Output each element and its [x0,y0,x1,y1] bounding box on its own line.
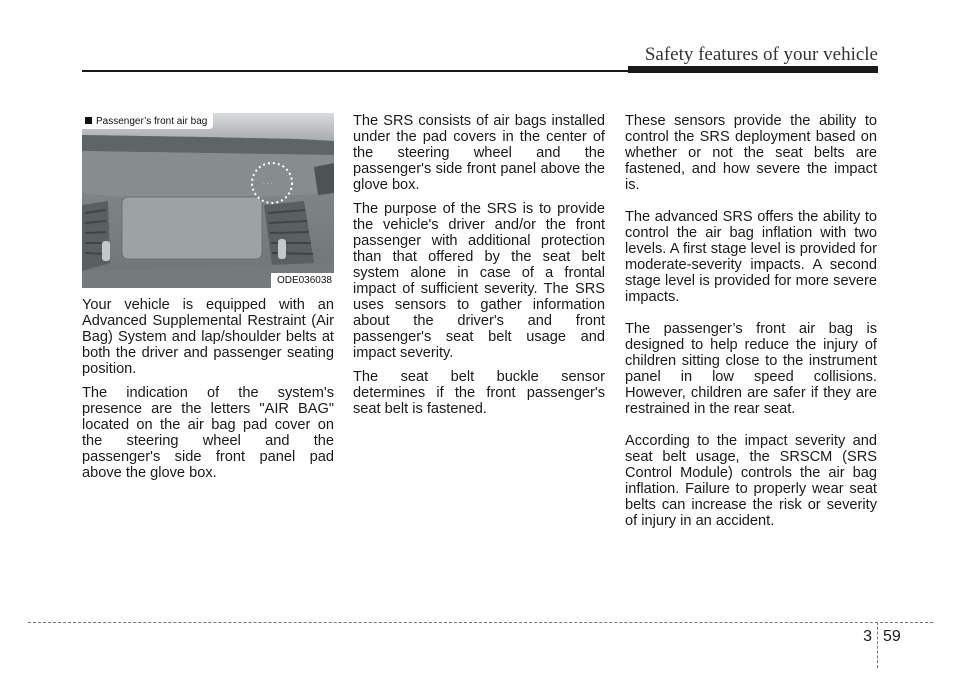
paragraph: These sensors provide the ability to control the SRS deployment based on whether or not the seat belts are fastened, and how severe the impact is. [625,113,877,193]
column-3 [625,113,877,537]
section-title: Safety features of your vehicle [644,44,878,65]
bullet-square-icon [85,117,92,124]
footer-rule [28,622,933,623]
paragraph: The SRS consists of air bags installed under the pad covers in the center of the steering wheel and the passenger's side front panel above the glove box. [353,113,605,193]
figure-code: ODE036038 [271,273,334,288]
paragraph: The seat belt buckle sensor determines if the front passenger's seat belt is fastened. [353,369,605,417]
paragraph: The purpose of the SRS is to provide the vehicle's driver and/or the front passenger with additional protection than that offered by the seat belt system alone in case of a frontal impact of sufficient severity. The SRS uses sensors to gather information about the driver's and front passenger's seat belt usage and impact severity. [353,201,605,361]
column-1 [82,297,334,489]
paragraph: The advanced SRS offers the ability to control the air bag inflation with two levels. A first stage level is provided for moderate-severity impacts. A second stage level is provided for more severe impacts. [625,209,877,305]
figure-caption [82,113,213,129]
footer-divider [877,622,878,668]
paragraph: Your vehicle is equipped with an Advanced Supplemental Restraint (Air Bag) System and lap/shoulder belts at both the driver and passenger seating position. [82,297,334,377]
paragraph: The passenger’s front air bag is designed to help reduce the injury of children sitting close to the instrument panel in low speed collisions. However, children are safer if they are restrained in the rear seat. [625,321,877,417]
paragraph: According to the impact severity and seat belt usage, the SRSCM (SRS Control Module) controls the air bag inflation. Failure to properly wear seat belts can increase the risk or severity of injury in an accident. [625,433,877,529]
svg-text:· · ·: · · · [263,181,273,188]
chapter-number: 3 [863,628,872,645]
column-2 [353,113,605,425]
header-rule [82,70,878,72]
airbag-figure [82,113,334,288]
page-number: 59 [883,628,901,645]
paragraph: The indication of the system's presence are the letters "AIR BAG" located on the air bag pad cover on the steering wheel and the passenger's side front panel pad above the glove box. [82,385,334,481]
figure-caption-text: Passenger’s front air bag [96,116,208,127]
dashboard-illustration [82,113,334,288]
